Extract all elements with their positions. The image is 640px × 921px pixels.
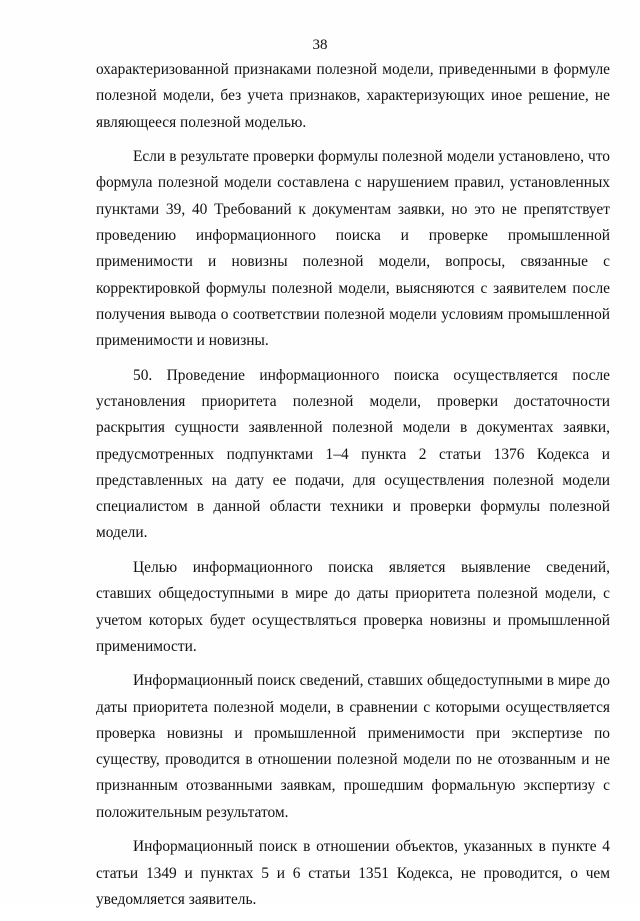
- paragraph-item-50: 50. Проведение информационного поиска осуществляется после установления приоритета полезной модели, проверки достаточности раскрытия сущности заявленной полезной модели в документах заявки, предусмотренных подпунктами 1–4 пункта 2 статьи 1376 Кодекса и представленных на дату ее подачи, для осуществления полезной модели специалистом в данной области техники и проверки формулы полезной модели.: [96, 366, 610, 542]
- page-number: 38: [312, 37, 328, 53]
- paragraph-search-scope: Информационный поиск сведений, ставших общедоступными в мире до даты приоритета полезной модели, в сравнении с которыми осуществляется проверка новизны и промышленной применимости при экспертизе по существу, проводится в отношении полезной модели по не отозванным и не признанным отозванными заявкам, прошедшим формальную экспертизу с положительным результатом.: [96, 672, 610, 821]
- document-body: [96, 57, 610, 921]
- paragraph-formula-check: Если в результате проверки формулы полезной модели установлено, что формула полезной модели составлена с нарушением правил, установленных пунктами 39, 40 Требований к документам заявки, но это не препятствует проведению информационного поиска и проверке промышленной применимости и новизны полезной модели, вопросы, связанные с корректировкой формулы полезной модели, выясняются с заявителем после получения вывода о соответствии полезной модели условиям промышленной применимости и новизны.: [96, 148, 610, 350]
- paragraph-continuation: охарактеризованной признаками полезной модели, приведенными в формуле полезной модели, без учета признаков, характеризующих иное решение, не являющееся полезной моделью.: [96, 61, 610, 131]
- paragraph-search-exclusion: Информационный поиск в отношении объектов, указанных в пункте 4 статьи 1349 и пунктах 5 и 6 статьи 1351 Кодекса, не проводится, о чем уведомляется заявитель.: [96, 838, 610, 908]
- paragraph-search-purpose: Целью информационного поиска является выявление сведений, ставших общедоступными в мире до даты приоритета полезной модели, с учетом которых будет осуществляться проверка новизны и промышленной применимости.: [96, 558, 610, 655]
